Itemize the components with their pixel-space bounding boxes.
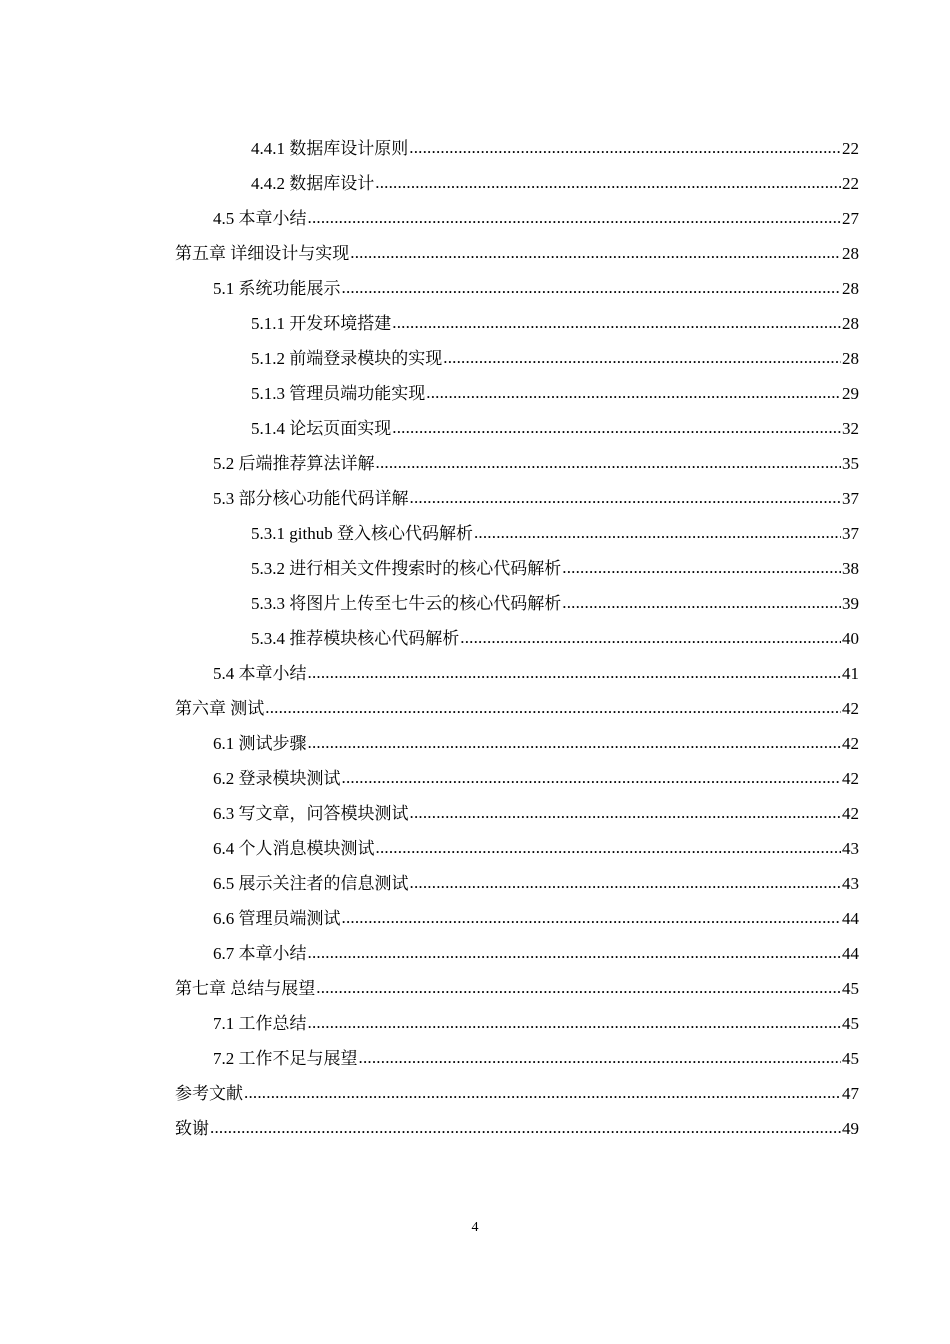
toc-entry-page-number: 49 xyxy=(842,1119,859,1138)
toc-entry-title: 6.3 写文章，问答模块测试 xyxy=(213,804,409,823)
page-number: 4 xyxy=(471,1220,479,1235)
toc-dot-leader xyxy=(410,795,842,830)
toc-entry[interactable] xyxy=(175,131,859,166)
toc-entry-page-number: 43 xyxy=(842,839,859,858)
toc-entry[interactable] xyxy=(175,376,859,411)
toc-dot-leader xyxy=(410,865,842,900)
toc-entry[interactable] xyxy=(175,166,859,201)
toc-dot-leader xyxy=(409,130,841,165)
table-of-contents xyxy=(175,131,859,1146)
toc-dot-leader xyxy=(308,655,842,690)
toc-entry[interactable] xyxy=(175,1111,859,1146)
toc-entry-title: 5.1.2 前端登录模块的实现 xyxy=(251,349,443,368)
toc-entry-title: 5.1.4 论坛页面实现 xyxy=(251,419,392,438)
toc-dot-leader xyxy=(308,1005,842,1040)
toc-entry[interactable] xyxy=(175,866,859,901)
toc-entry-title: 5.3.4 推荐模块核心代码解析 xyxy=(251,629,460,648)
toc-entry-title: 第六章 测试 xyxy=(175,699,265,718)
toc-entry-title: 5.1.1 开发环境搭建 xyxy=(251,314,392,333)
toc-entry-page-number: 38 xyxy=(842,559,859,578)
toc-entry-page-number: 45 xyxy=(842,979,859,998)
toc-entry-title: 7.2 工作不足与展望 xyxy=(213,1049,358,1068)
toc-entry-page-number: 42 xyxy=(842,769,859,788)
toc-entry-page-number: 22 xyxy=(842,139,859,158)
toc-entry-page-number: 27 xyxy=(842,209,859,228)
toc-entry-page-number: 42 xyxy=(842,804,859,823)
toc-dot-leader xyxy=(426,375,841,410)
toc-dot-leader xyxy=(460,620,841,655)
toc-entry-page-number: 42 xyxy=(842,734,859,753)
toc-entry-title: 4.4.2 数据库设计 xyxy=(251,174,375,193)
toc-dot-leader xyxy=(376,830,842,865)
toc-entry-title: 5.1 系统功能展示 xyxy=(213,279,341,298)
toc-entry-page-number: 28 xyxy=(842,349,859,368)
toc-entry-title: 6.7 本章小结 xyxy=(213,944,307,963)
toc-entry[interactable] xyxy=(175,341,859,376)
toc-entry[interactable] xyxy=(175,306,859,341)
toc-entry-page-number: 35 xyxy=(842,454,859,473)
toc-entry-title: 5.3.3 将图片上传至七牛云的核心代码解析 xyxy=(251,594,562,613)
toc-dot-leader xyxy=(308,725,842,760)
toc-dot-leader xyxy=(308,935,842,970)
toc-entry[interactable] xyxy=(175,656,859,691)
toc-entry-page-number: 22 xyxy=(842,174,859,193)
toc-dot-leader xyxy=(359,1040,842,1075)
toc-entry-title: 4.4.1 数据库设计原则 xyxy=(251,139,409,158)
toc-dot-leader xyxy=(375,165,841,200)
toc-entry[interactable] xyxy=(175,411,859,446)
toc-dot-leader xyxy=(392,305,841,340)
toc-entry-title: 5.4 本章小结 xyxy=(213,664,307,683)
toc-entry-page-number: 42 xyxy=(842,699,859,718)
toc-entry[interactable] xyxy=(175,796,859,831)
toc-entry-title: 参考文献 xyxy=(175,1084,243,1103)
toc-entry-page-number: 47 xyxy=(842,1084,859,1103)
toc-dot-leader xyxy=(210,1110,841,1145)
toc-entry[interactable] xyxy=(175,271,859,306)
toc-entry[interactable] xyxy=(175,586,859,621)
toc-dot-leader xyxy=(443,340,841,375)
toc-entry-title: 5.3.2 进行相关文件搜索时的核心代码解析 xyxy=(251,559,562,578)
toc-dot-leader xyxy=(350,235,841,270)
toc-entry-page-number: 28 xyxy=(842,279,859,298)
toc-entry-page-number: 43 xyxy=(842,874,859,893)
toc-dot-leader xyxy=(376,445,842,480)
toc-entry[interactable] xyxy=(175,901,859,936)
toc-dot-leader xyxy=(316,970,841,1005)
toc-entry-page-number: 37 xyxy=(842,489,859,508)
toc-dot-leader xyxy=(392,410,841,445)
toc-entry-title: 6.4 个人消息模块测试 xyxy=(213,839,375,858)
toc-entry[interactable] xyxy=(175,971,859,1006)
toc-entry[interactable] xyxy=(175,481,859,516)
toc-entry-page-number: 39 xyxy=(842,594,859,613)
toc-entry[interactable] xyxy=(175,201,859,236)
toc-entry[interactable] xyxy=(175,551,859,586)
toc-entry[interactable] xyxy=(175,236,859,271)
toc-entry-title: 致谢 xyxy=(175,1119,209,1138)
toc-entry-title: 第七章 总结与展望 xyxy=(175,979,316,998)
toc-entry-title: 4.5 本章小结 xyxy=(213,209,307,228)
toc-dot-leader xyxy=(342,900,842,935)
toc-entry[interactable] xyxy=(175,726,859,761)
toc-entry-page-number: 28 xyxy=(842,314,859,333)
toc-dot-leader xyxy=(474,515,841,550)
toc-entry-page-number: 29 xyxy=(842,384,859,403)
toc-dot-leader xyxy=(562,550,841,585)
toc-dot-leader xyxy=(342,760,842,795)
toc-entry-title: 5.3 部分核心功能代码详解 xyxy=(213,489,409,508)
toc-entry-title: 6.5 展示关注者的信息测试 xyxy=(213,874,409,893)
toc-entry-title: 6.1 测试步骤 xyxy=(213,734,307,753)
toc-entry[interactable] xyxy=(175,1006,859,1041)
toc-dot-leader xyxy=(562,585,841,620)
toc-dot-leader xyxy=(342,270,842,305)
toc-entry-title: 5.3.1 github 登入核心代码解析 xyxy=(251,524,473,543)
toc-entry[interactable] xyxy=(175,516,859,551)
toc-entry[interactable] xyxy=(175,936,859,971)
toc-entry-title: 第五章 详细设计与实现 xyxy=(175,244,350,263)
toc-dot-leader xyxy=(308,200,842,235)
toc-entry[interactable] xyxy=(175,621,859,656)
toc-entry-title: 5.1.3 管理员端功能实现 xyxy=(251,384,426,403)
toc-entry-page-number: 45 xyxy=(842,1014,859,1033)
toc-entry-page-number: 41 xyxy=(842,664,859,683)
toc-entry-title: 6.2 登录模块测试 xyxy=(213,769,341,788)
toc-entry-title: 7.1 工作总结 xyxy=(213,1014,307,1033)
toc-entry[interactable] xyxy=(175,446,859,481)
toc-entry-page-number: 44 xyxy=(842,909,859,928)
toc-entry[interactable] xyxy=(175,1076,859,1111)
toc-entry-title: 5.2 后端推荐算法详解 xyxy=(213,454,375,473)
toc-entry[interactable] xyxy=(175,1041,859,1076)
toc-dot-leader xyxy=(410,480,842,515)
toc-entry-page-number: 45 xyxy=(842,1049,859,1068)
toc-dot-leader xyxy=(244,1075,841,1110)
toc-entry-page-number: 44 xyxy=(842,944,859,963)
toc-dot-leader xyxy=(265,690,841,725)
toc-entry[interactable] xyxy=(175,761,859,796)
toc-entry-page-number: 37 xyxy=(842,524,859,543)
toc-entry-title: 6.6 管理员端测试 xyxy=(213,909,341,928)
toc-entry-page-number: 40 xyxy=(842,629,859,648)
toc-entry-page-number: 28 xyxy=(842,244,859,263)
toc-entry[interactable] xyxy=(175,831,859,866)
toc-entry[interactable] xyxy=(175,691,859,726)
toc-entry-page-number: 32 xyxy=(842,419,859,438)
